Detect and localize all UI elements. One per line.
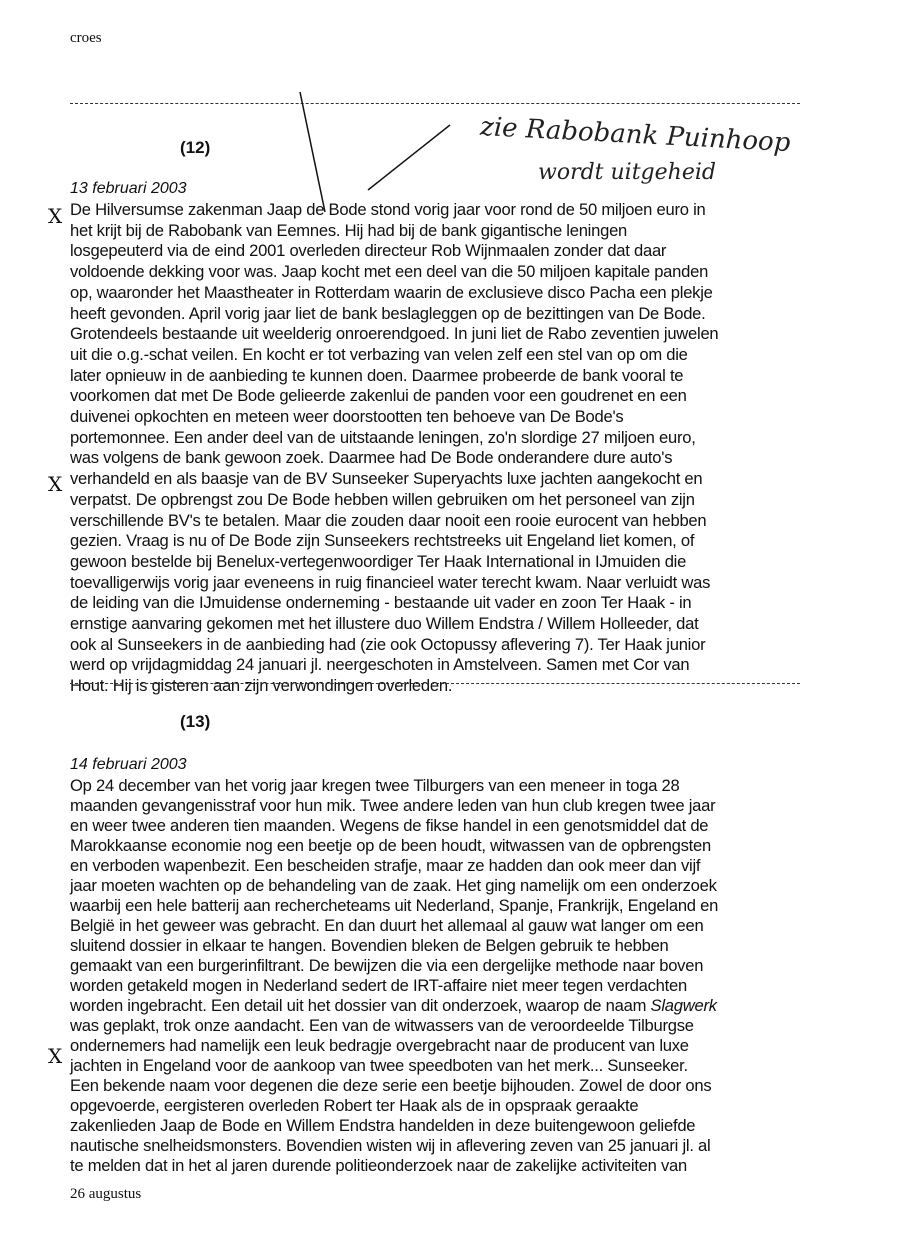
text-line: zakenlieden Jaap de Bode en Willem Endstra handelden in deze buitengewoon geliefde: [70, 1116, 696, 1135]
text-line: werd op vrijdagmiddag 24 januari jl. neergeschoten in Amstelveen. Samen met Cor van: [70, 655, 690, 675]
text-line: jaar moeten wachten op de behandeling van de zaak. Het ging namelijk om een onderzoek: [70, 876, 717, 895]
text-line: waarbij een hele batterij aan rechercheteams uit Nederland, Spanje, Frankrijk, Engeland en: [70, 896, 719, 915]
margin-x-mark: X: [48, 204, 63, 228]
section-number: (13): [180, 712, 211, 731]
text-line: jachten in Engeland voor de aankoop van twee speedboten van het merk... Sunseeker.: [70, 1056, 688, 1075]
text-line: losgepeuterd via de eind 2001 overleden directeur Rob Wijnmaalen zonder dat daar: [70, 241, 667, 261]
margin-x-mark: X: [48, 1044, 63, 1068]
text-line: toevalligerwijs vorig jaar eveneens in ruig financieel water terecht kwam. Naar verluidt was: [70, 572, 711, 592]
text-line: Hout. Hij is gisteren aan zijn verwondingen overleden.: [70, 676, 453, 696]
text-line: gezien. Vraag is nu of De Bode zijn Sunseekers rechtstreeks uit Engeland liet komen, of: [70, 531, 695, 551]
text-line: het krijt bij de Rabobank van Eemnes. Hij had bij de bank gigantische leningen: [70, 220, 628, 240]
text-line: uit die o.g.-schat veilen. En kocht er tot verbazing van velen zelf een stel van op om die: [70, 344, 688, 364]
text-line: Op 24 december van het vorig jaar kregen twee Tilburgers van een meneer in toga 28: [70, 776, 680, 795]
section-body: [70, 200, 718, 697]
text-line: opgevoerde, eergisteren overleden Robert ter Haak als de in opspraak geraakte: [70, 1096, 639, 1115]
text-line: ook al Sunseekers in de aanbieding had (zie ook Octopussy aflevering 7). Ter Haak junior: [70, 634, 706, 654]
section-number: (12): [180, 138, 211, 157]
text-line: maanden gevangenisstraf voor hun mik. Twee andere leden van hun club kregen twee jaar: [70, 796, 716, 815]
text-line: ernstige aanvaring gekomen met het illustere duo Willem Endstra / Willem Holleeder, dat: [70, 614, 699, 634]
italic-term: Slagwerk: [650, 996, 717, 1015]
text-line: gemaakt van een burgerinfiltrant. De bewijzen die via een dergelijke methode naar boven: [70, 956, 704, 975]
handwritten-note-line2: wordt uitgeheid: [538, 160, 716, 185]
text-line: Grotendeels bestaande uit weelderig onroerendgoed. In juni liet de Rabo zeventien juwelen: [70, 324, 719, 344]
pen-vertical-stroke: [300, 92, 325, 212]
section-body: [70, 776, 718, 1176]
text-line: verhandeld en als baasje van de BV Sunseeker Superyachts luxe jachten aangekocht en: [70, 469, 703, 489]
text-line: en verboden wapenbezit. Een bescheiden strafje, maar ze hadden dan ook meer dan vijf: [70, 856, 701, 875]
text-line: heeft gevonden. April vorig jaar liet de bank beslagleggen op de bezittingen van De Bode.: [70, 303, 706, 323]
text-line: gewoon bestelde bij Benelux-vertegenwoordiger Ter Haak International in IJmuiden die: [70, 551, 687, 571]
text-line: worden ingebracht. Een detail uit het dossier van dit onderzoek, waarop de naam Slagwerk: [70, 996, 717, 1015]
pen-arrow-stroke: [368, 125, 450, 190]
text-line: België in het geweer was gebracht. En dan duurt het allemaal al gauw wat langer om een: [70, 916, 704, 935]
text-line: Een bekende naam voor degenen die deze serie een beetje bijhouden. Zowel de door ons: [70, 1076, 712, 1095]
handwritten-note-line1: zie Rabobank Puinhoop: [479, 111, 792, 159]
text-line: worden getakeld mogen in Nederland sedert de IRT-affaire niet meer tegen verdachten: [70, 976, 687, 995]
text-line: portemonnee. Een ander deel van de uitstaande leningen, zo'n slordige 27 miljoen euro,: [70, 427, 696, 447]
text-line: ondernemers had namelijk een leuk bedragje overgebracht naar de producent van luxe: [70, 1036, 689, 1055]
text-line: nautische snelheidsmonsters. Bovendien wisten wij in aflevering zeven van 25 januari jl. al: [70, 1136, 711, 1155]
text-line: de leiding van die IJmuidense onderneming - bestaande uit vader en zoon Ter Haak - in: [70, 593, 692, 613]
text-line: De Hilversumse zakenman Jaap de Bode stond vorig jaar voor rond de 50 miljoen euro in: [70, 200, 706, 219]
text-line: verschillende BV's te betalen. Maar die zouden daar nooit een rooie eurocent van hebben: [70, 510, 707, 530]
text-line: duivenei opkochten en meteen weer doorstootten ten behoeve van De Bode's: [70, 407, 624, 427]
section-date: 14 februari 2003: [70, 756, 187, 773]
text-line: Marokkaanse economie nog een beetje op de been houdt, witwassen van de opbrengsten: [70, 836, 711, 855]
text-line: verpatst. De opbrengst zou De Bode hebben willen gebruiken om het personeel van zijn: [70, 489, 695, 509]
text-line: te melden dat in het al jaren durende politieonderzoek naar de zakelijke activiteiten van: [70, 1156, 688, 1175]
page-header-author: croes: [70, 30, 102, 46]
text-line: voorkomen dat met De Bode gelieerde zakenlui de panden voor een goudrenet en een: [70, 386, 687, 406]
text-line: sluitend dossier in elkaar te hangen. Bovendien bleken de Belgen gebruik te hebben: [70, 936, 669, 955]
text-line: op, waaronder het Maastheater in Rotterdam waarin de exclusieve disco Pacha een plekje: [70, 282, 713, 302]
section-date: 13 februari 2003: [70, 180, 187, 197]
text-line: en weer twee anderen tien maanden. Wegens de fikse handel in een genotsmiddel dat de: [70, 816, 709, 835]
dashed-divider: [70, 683, 800, 684]
margin-x-mark: X: [48, 472, 63, 496]
text-line: voldoende dekking voor was. Jaap kocht met een deel van die 50 miljoen kapitale panden: [70, 262, 709, 282]
text-line: was volgens de bank gewoon zoek. Daarmee had De Bode onderandere dure auto's: [70, 448, 673, 468]
text-line: later opnieuw in de aanbieding te kunnen doen. Daarmee probeerde de bank vooral te: [70, 365, 684, 385]
text-line: was geplakt, trok onze aandacht. Een van de witwassers van de veroordeelde Tilburgse: [70, 1016, 694, 1035]
page-footer-date: 26 augustus: [70, 1186, 142, 1202]
